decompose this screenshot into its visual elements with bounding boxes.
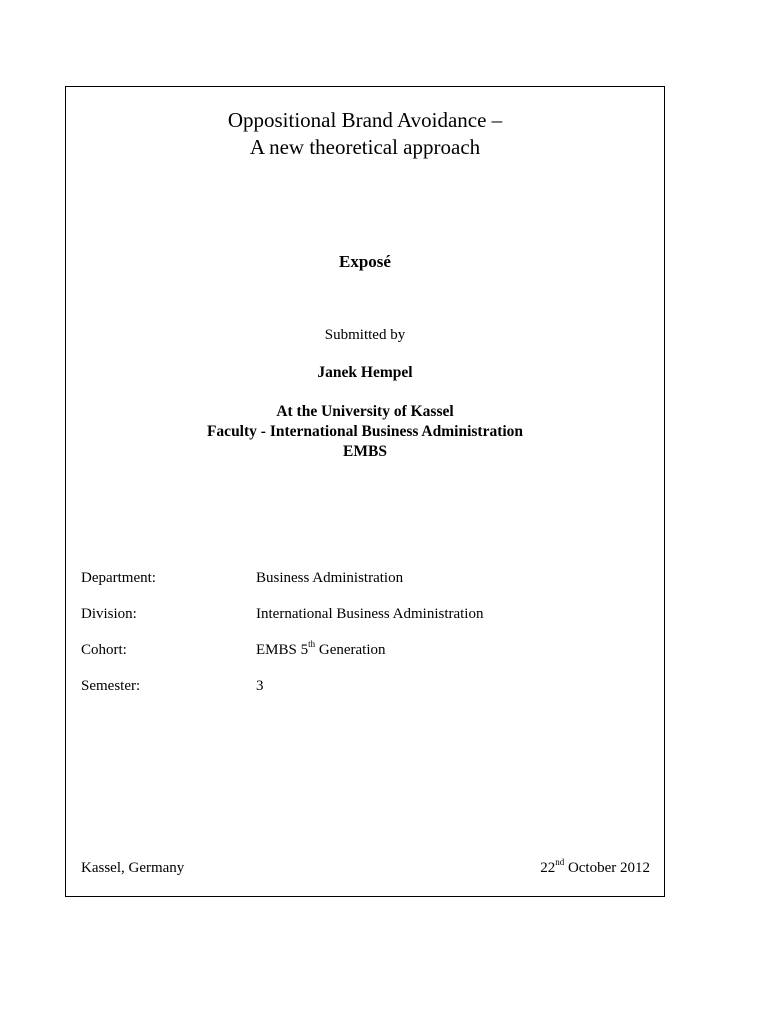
details-value: International Business Administration xyxy=(256,606,484,622)
details-value: 3 xyxy=(256,678,264,694)
cohort-value-sup: th xyxy=(308,639,316,649)
date-ordinal-sup: nd xyxy=(555,857,565,867)
institution-program: EMBS xyxy=(343,443,387,460)
details-value xyxy=(256,639,386,659)
institution-faculty: Faculty - International Business Administration xyxy=(206,423,524,440)
institution-block xyxy=(66,402,664,462)
details-value: Business Administration xyxy=(256,570,404,586)
cohort-value-prefix: EMBS 5 xyxy=(256,642,309,658)
institution-university: At the University of Kassel xyxy=(276,403,454,420)
title-page-frame xyxy=(65,86,665,897)
details-label: Semester: xyxy=(81,678,141,694)
footer-location: Kassel, Germany xyxy=(81,860,185,876)
submitted-by-label: Submitted by xyxy=(324,327,406,343)
document-type: Exposé xyxy=(339,252,391,271)
title-line-1: Oppositional Brand Avoidance – xyxy=(227,108,503,132)
title-line-2: A new theoretical approach xyxy=(249,135,481,159)
cohort-value-suffix: Generation xyxy=(315,642,386,658)
details-label: Cohort: xyxy=(81,642,127,658)
document-title xyxy=(66,107,664,161)
author-name: Janek Hempel xyxy=(317,364,413,381)
date-rest: October 2012 xyxy=(564,860,650,876)
footer-date xyxy=(540,857,650,877)
date-day: 22 xyxy=(540,860,556,876)
details-label: Division: xyxy=(81,606,137,622)
details-label: Department: xyxy=(81,570,156,586)
